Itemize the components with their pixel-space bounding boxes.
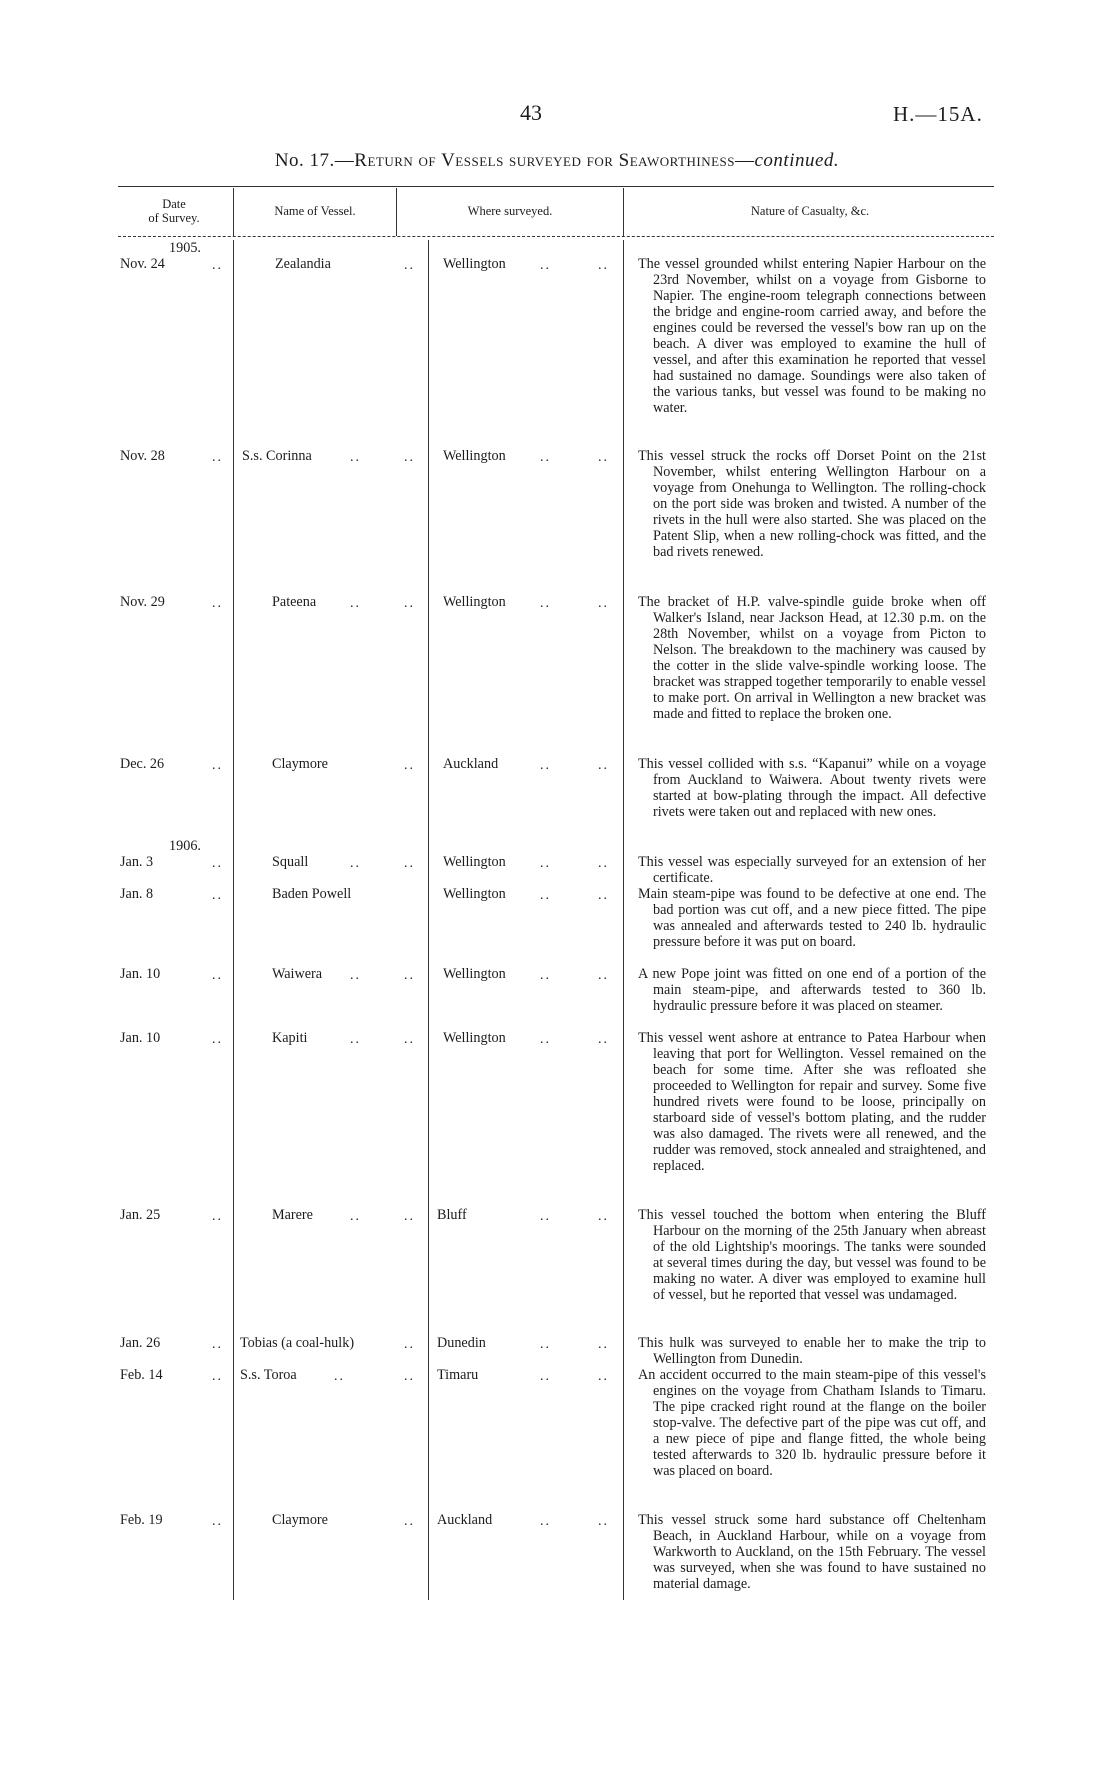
row-where: Wellington — [443, 854, 506, 870]
row-vessel: Claymore — [272, 1512, 328, 1528]
col-divider-1-head — [233, 188, 234, 236]
row-where: Wellington — [443, 886, 506, 902]
col-header-vessel: Name of Vessel. — [274, 204, 356, 218]
row-vessel: Zealandia — [275, 256, 331, 272]
row-vessel: Marere — [272, 1207, 313, 1223]
row-where: Auckland — [437, 1512, 493, 1528]
col-divider-3 — [623, 240, 624, 1600]
row-vessel: Baden Powell — [272, 886, 352, 902]
row-where: Bluff — [437, 1207, 467, 1223]
col-divider-2-head — [396, 188, 397, 236]
title-suffix: continued. — [754, 150, 840, 171]
row-nature: This vessel collided with s.s. “Kapanui” while on a voyage from Auckland to Waiwera. About twenty rivets were started at bow-plating through the impact. All defective rivets were taken out and replaced with new ones. — [638, 756, 986, 820]
row-vessel: Kapiti — [272, 1030, 308, 1046]
row-year: 1905. — [169, 240, 201, 256]
row-date: Jan. 8 — [120, 886, 154, 902]
row-date: Jan. 25 — [120, 1207, 161, 1223]
row-nature: This vessel touched the bottom when entering the Bluff Harbour on the morning of the 25th January when abreast of the old Lightship's moorings. The tanks were sounded at several times during the day, but vessel was found to be making no water. A diver was employed to examine hull of vessel, but he reported that vessel was undamaged. — [638, 1207, 986, 1303]
row-vessel: Waiwera — [272, 966, 323, 982]
title-prefix: No. 17.— — [274, 150, 355, 171]
row-nature: This vessel struck some hard substance off Cheltenham Beach, in Auckland Harbour, while on a voyage from Warkworth to Auckland, on the 15th February. The vessel was surveyed, when she was found to have sustained no material damage. — [638, 1512, 986, 1592]
row-year: 1906. — [169, 838, 201, 854]
row-vessel: Tobias (a coal-hulk) — [240, 1335, 355, 1351]
row-where: Wellington — [443, 448, 506, 464]
row-where: Wellington — [443, 1030, 506, 1046]
col-divider-1 — [233, 240, 234, 1600]
col-header-where: Where surveyed. — [467, 204, 553, 218]
row-nature: Main steam-pipe was found to be defective at one end. The bad portion was cut off, and a new piece fitted. The pipe was annealed and afterwards tested to 240 lb. hydraulic pressure before it was put on board. — [638, 886, 986, 950]
row-date: Jan. 3 — [120, 854, 154, 870]
table-top-rule — [118, 186, 994, 187]
row-where: Dunedin — [437, 1335, 486, 1351]
row-where: Wellington — [443, 966, 506, 982]
report-title — [0, 150, 1114, 172]
row-nature: This vessel was especially surveyed for an extension of her certificate. — [638, 854, 986, 886]
row-vessel: Claymore — [272, 756, 328, 772]
row-date: Dec. 26 — [120, 756, 165, 772]
row-date: Jan. 10 — [120, 1030, 161, 1046]
row-nature: A new Pope joint was fitted on one end of a portion of the main steam-pipe, and afterwards tested to 360 lb. hydraulic pressure before it was placed on steamer. — [638, 966, 986, 1014]
row-date: Nov. 24 — [120, 256, 165, 272]
col-divider-2 — [428, 240, 429, 1600]
page-number: 43 — [520, 100, 542, 125]
row-where: Wellington — [443, 256, 506, 272]
row-nature: This vessel went ashore at entrance to Patea Harbour when leaving that port for Wellington. Vessel remained on the beach for some time. After she was refloated she proceeded to Wellington for repair and survey. Some five hundred rivets were found to be loose, principally on starboard side of vessel's bottom plating, and the rudder was also damaged. The rivets were all renewed, and the rudder was removed, stock annealed and straightened, and replaced. — [638, 1030, 986, 1174]
report-id: H.—15A. — [893, 102, 983, 126]
row-where: Wellington — [443, 594, 506, 610]
row-date: Feb. 14 — [120, 1367, 163, 1383]
col-header-date: Date of Survey. — [148, 197, 200, 225]
row-date: Jan. 26 — [120, 1335, 161, 1351]
row-vessel: S.s. Corinna — [242, 448, 312, 464]
row-vessel: Squall — [272, 854, 309, 870]
col-header-nature: Nature of Casualty, &c. — [750, 204, 870, 218]
row-nature: This vessel struck the rocks off Dorset Point on the 21st November, whilst entering Wellington Harbour on a voyage from Onehunga to Wellington. The rolling-chock on the port side was broken and twisted. A number of the rivets in the hull were also started. She was placed on the Patent Slip, when a new rolling-chock was fitted, and the bad rivets renewed. — [638, 448, 986, 560]
col-divider-3-head — [623, 188, 624, 236]
row-date: Jan. 10 — [120, 966, 161, 982]
row-vessel: Pateena — [272, 594, 317, 610]
row-date: Nov. 29 — [120, 594, 165, 610]
row-nature: An accident occurred to the main steam-pipe of this vessel's engines on the voyage from Chatham Islands to Timaru. The pipe cracked right round at the flange on the boiler stop-valve. The defective part of the pipe was cut off, and a new piece of pipe and flange fitted, the whole being tested afterwards to 320 lb. hydraulic pressure before it was placed on board. — [638, 1367, 986, 1479]
row-where: Auckland — [443, 756, 499, 772]
row-vessel: S.s. Toroa — [240, 1367, 297, 1383]
header-bottom-rule — [118, 236, 994, 237]
row-nature: This hulk was surveyed to enable her to make the trip to Wellington from Dunedin. — [638, 1335, 986, 1367]
row-nature: The vessel grounded whilst entering Napier Harbour on the 23rd November, whilst on a voyage from Gisborne to Napier. The engine-room telegraph connections between the bridge and engine-room carried away, and before the engines could be reversed the vessel's bow ran up on the beach. A diver was employed to examine the hull of vessel, and after this examination he reported that vessel had sustained no damage. Soundings were also taken of the various tanks, but vessel was found to be making no water. — [638, 256, 986, 416]
row-nature: The bracket of H.P. valve-spindle guide broke when off Walker's Island, near Jackson Head, at 12.30 p.m. on the 28th November, whilst on a voyage from Picton to Nelson. The breakdown to the machinery was caused by the cotter in the slide valve-spindle working loose. The bracket was strapped together temporarily to enable vessel to make port. On arrival in Wellington a new bracket was made and fitted to replace the broken one. — [638, 594, 986, 722]
title-main: Return of Vessels surveyed for Seaworthiness— — [354, 150, 755, 171]
row-date: Feb. 19 — [120, 1512, 163, 1528]
row-where: Timaru — [437, 1367, 479, 1383]
row-date: Nov. 28 — [120, 448, 165, 464]
